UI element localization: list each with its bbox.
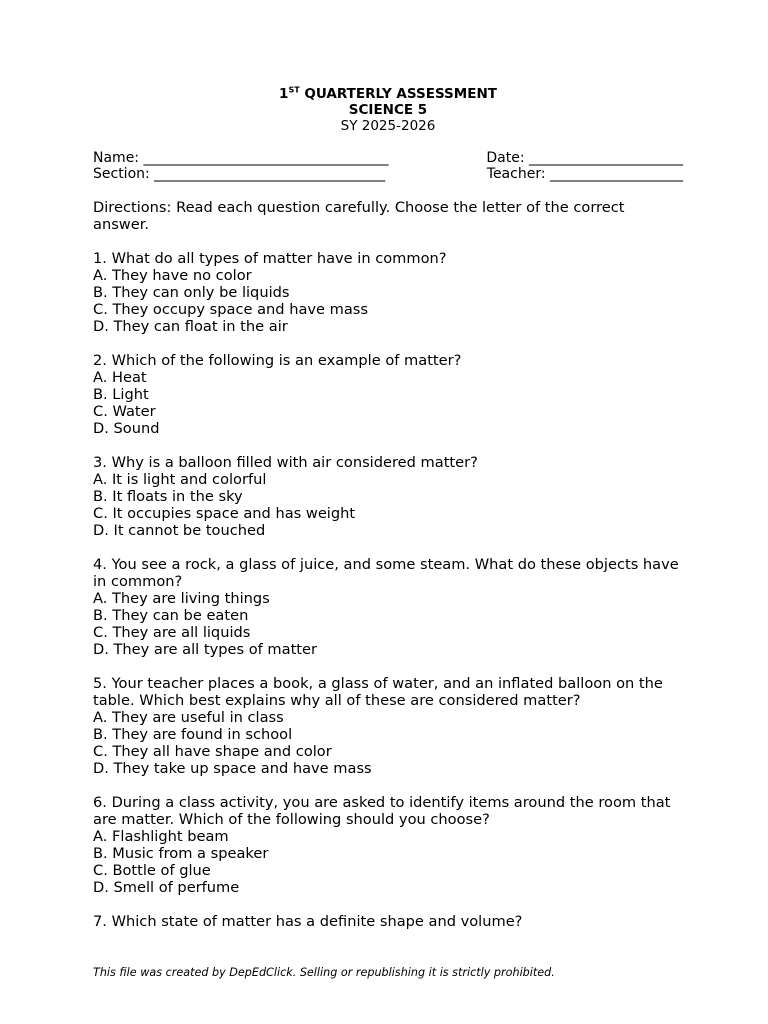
answer-option[interactable]: D. Sound	[93, 420, 160, 437]
footer-notice: This file was created by DepEdClick. Selling or republishing it is strictly prohibited.	[93, 966, 555, 979]
answer-option[interactable]: C. They all have shape and color	[93, 743, 332, 760]
answer-option[interactable]: A. It is light and colorful	[93, 471, 267, 488]
answer-option[interactable]: A. They are living things	[93, 590, 270, 607]
title-number: 1	[279, 86, 289, 102]
question-text: 5. Your teacher places a book, a glass of water, and an inflated balloon on the table. Which best explains why all of these are considered matter?	[93, 675, 663, 709]
field-row-2	[93, 166, 683, 182]
subject-title: SCIENCE 5	[348, 102, 428, 118]
school-year: SY 2025-2026	[340, 118, 436, 134]
assessment-title	[93, 86, 683, 102]
answer-option[interactable]: C. It occupies space and has weight	[93, 505, 356, 522]
answer-option[interactable]: C. They occupy space and have mass	[93, 301, 369, 318]
answer-option[interactable]: A. Heat	[93, 369, 147, 386]
question-text: 2. Which of the following is an example of matter?	[93, 352, 462, 369]
answer-option[interactable]: B. Music from a speaker	[93, 845, 269, 862]
question-item	[93, 250, 683, 335]
question-item	[93, 794, 683, 896]
answer-option[interactable]: D. They can float in the air	[93, 318, 288, 335]
document-header	[93, 86, 683, 134]
name-field[interactable]: Name: ___________________________________	[93, 150, 389, 166]
question-item	[93, 913, 683, 930]
answer-option[interactable]: D. They are all types of matter	[93, 641, 317, 658]
answer-option[interactable]: B. It floats in the sky	[93, 488, 243, 505]
field-row-1	[93, 150, 683, 166]
question-item	[93, 352, 683, 437]
answer-option[interactable]: C. They are all liquids	[93, 624, 251, 641]
answer-option[interactable]: A. Flashlight beam	[93, 828, 229, 845]
answer-option[interactable]: B. They can only be liquids	[93, 284, 290, 301]
answer-option[interactable]: B. Light	[93, 386, 149, 403]
directions: Directions: Read each question carefully. Choose the letter of the correct answer.	[93, 199, 625, 233]
answer-option[interactable]: D. Smell of perfume	[93, 879, 240, 896]
question-item	[93, 675, 683, 777]
question-item	[93, 454, 683, 539]
question-item	[93, 556, 683, 658]
question-text: 1. What do all types of matter have in common?	[93, 250, 447, 267]
answer-option[interactable]: C. Water	[93, 403, 156, 420]
question-list	[93, 250, 683, 930]
student-info-fields	[93, 150, 683, 182]
answer-option[interactable]: A. They have no color	[93, 267, 252, 284]
title-text: QUARTERLY ASSESSMENT	[299, 86, 497, 102]
answer-option[interactable]: C. Bottle of glue	[93, 862, 211, 879]
answer-option[interactable]: B. They can be eaten	[93, 607, 249, 624]
date-field[interactable]: Date: ______________________	[486, 150, 683, 166]
title-ordinal-suffix: ST	[288, 85, 300, 95]
answer-option[interactable]: A. They are useful in class	[93, 709, 284, 726]
worksheet-page	[93, 86, 683, 930]
question-text: 7. Which state of matter has a definite shape and volume?	[93, 913, 523, 930]
question-text: 3. Why is a balloon filled with air considered matter?	[93, 454, 478, 471]
answer-option[interactable]: B. They are found in school	[93, 726, 293, 743]
answer-option[interactable]: D. It cannot be touched	[93, 522, 266, 539]
answer-option[interactable]: D. They take up space and have mass	[93, 760, 372, 777]
section-field[interactable]: Section: _________________________________	[93, 166, 386, 182]
teacher-field[interactable]: Teacher: ___________________	[486, 166, 683, 182]
question-text: 6. During a class activity, you are asked to identify items around the room that are matter. Which of the following should you choose?	[93, 794, 671, 828]
question-text: 4. You see a rock, a glass of juice, and some steam. What do these objects have in common?	[93, 556, 679, 590]
